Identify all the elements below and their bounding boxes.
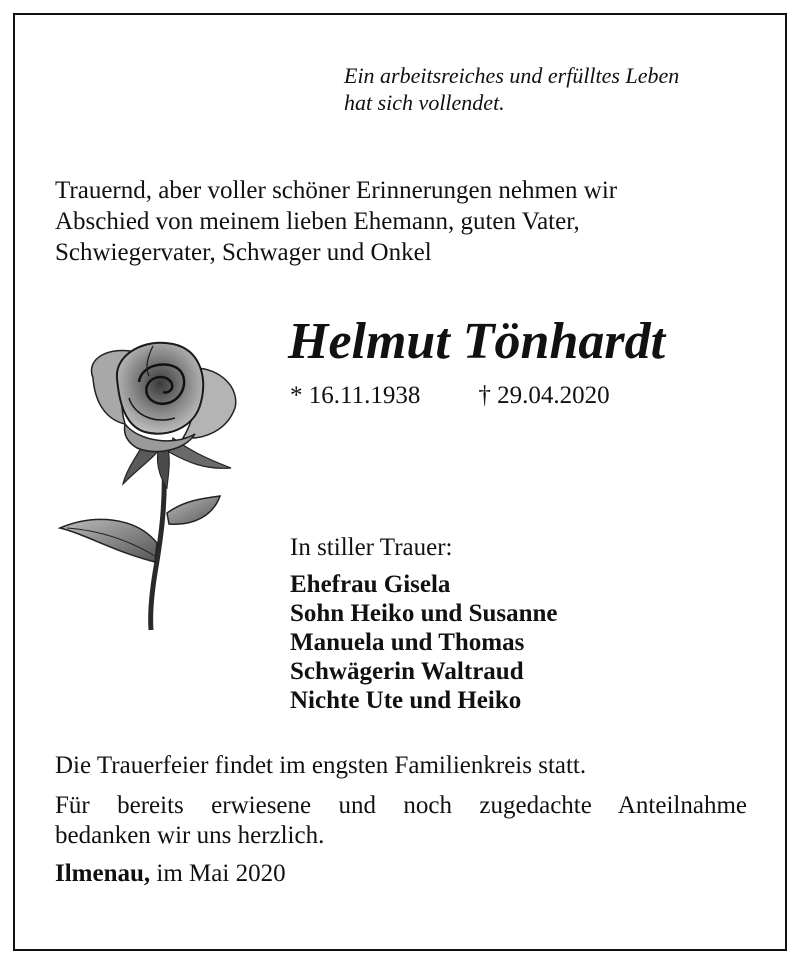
intro-line: Abschied von meinem lieben Ehemann, guten Vater, — [55, 208, 580, 235]
intro-line: Schwiegervater, Schwager und Onkel — [55, 239, 432, 266]
place-name: Ilmenau, — [55, 860, 151, 887]
ceremony-notice: Die Trauerfeier findet im engsten Familienkreis statt. — [55, 752, 587, 779]
motto-line: hat sich vollendet. — [344, 90, 505, 115]
intro-line: Trauernd, aber voller schöner Erinnerungen nehmen wir — [55, 177, 618, 204]
thanks-line: Für bereits erwiesene und noch zugedachte Anteilnahme — [55, 792, 747, 819]
birth-date: * 16.11.1938 — [290, 382, 421, 409]
thanks-line: bedanken wir uns herzlich. — [55, 822, 325, 849]
place-date — [55, 858, 286, 890]
mourner-name: Schwägerin Waltraud — [290, 658, 524, 685]
mourners-label: In stiller Trauer: — [290, 534, 453, 561]
motto-quote — [344, 62, 764, 116]
mourner-name: Ehefrau Gisela — [290, 571, 451, 598]
motto-line: Ein arbeitsreiches und erfülltes Leben — [344, 63, 680, 88]
rose-icon — [55, 338, 245, 633]
mourners-list — [290, 570, 558, 715]
mourner-name: Nichte Ute und Heiko — [290, 687, 522, 714]
mourner-name: Manuela und Thomas — [290, 629, 525, 656]
intro-text — [55, 175, 755, 268]
mourner-name: Sohn Heiko und Susanne — [290, 600, 558, 627]
thanks-notice — [55, 791, 747, 851]
death-date: † 29.04.2020 — [478, 382, 610, 409]
notice-date: im Mai 2020 — [150, 860, 286, 887]
life-dates — [290, 380, 610, 412]
deceased-name: Helmut Tönhardt — [288, 313, 666, 370]
